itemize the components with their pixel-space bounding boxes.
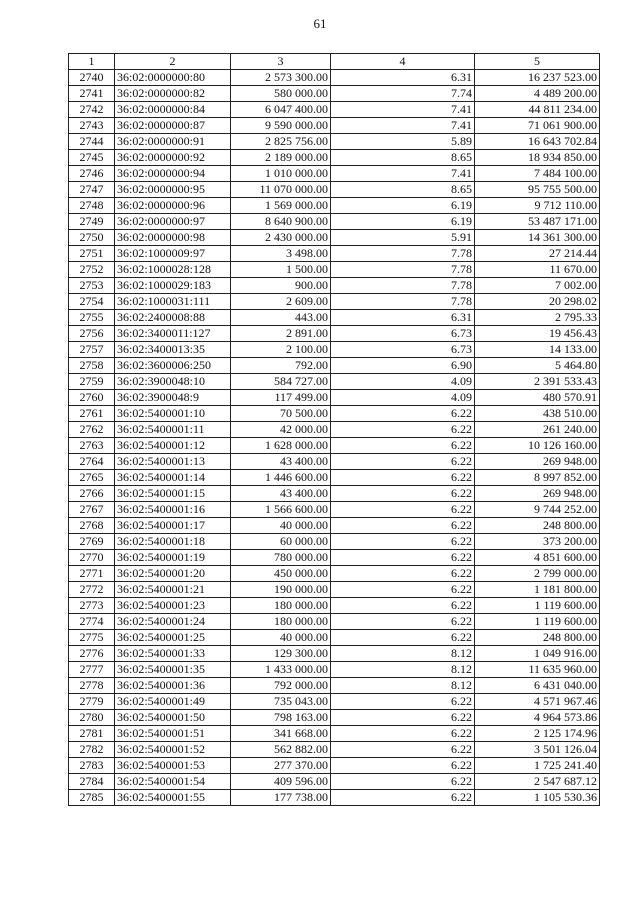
rate-cell: 6.31	[331, 310, 475, 326]
table-row	[69, 134, 600, 150]
cadastral-number-cell: 36:02:5400001:23	[115, 598, 231, 614]
table-row	[69, 406, 600, 422]
rate-cell: 6.22	[331, 774, 475, 790]
area-cell: 792 000.00	[231, 678, 331, 694]
value-cell: 27 214.44	[475, 246, 600, 262]
row-number-cell: 2760	[69, 390, 115, 406]
rate-cell: 6.22	[331, 470, 475, 486]
row-number-cell: 2757	[69, 342, 115, 358]
table-row	[69, 726, 600, 742]
rate-cell: 6.73	[331, 342, 475, 358]
area-cell: 40 000.00	[231, 518, 331, 534]
row-number-cell: 2754	[69, 294, 115, 310]
table-row	[69, 454, 600, 470]
table-row	[69, 758, 600, 774]
area-cell: 40 000.00	[231, 630, 331, 646]
rate-cell: 6.22	[331, 710, 475, 726]
value-cell: 2 795.33	[475, 310, 600, 326]
row-number-cell: 2769	[69, 534, 115, 550]
cadastral-number-cell: 36:02:5400001:16	[115, 502, 231, 518]
rate-cell: 7.41	[331, 166, 475, 182]
area-cell: 792.00	[231, 358, 331, 374]
value-cell: 248 800.00	[475, 630, 600, 646]
rate-cell: 7.41	[331, 102, 475, 118]
rate-cell: 6.22	[331, 630, 475, 646]
area-cell: 1 628 000.00	[231, 438, 331, 454]
row-number-cell: 2749	[69, 214, 115, 230]
cadastral-number-cell: 36:02:1000028:128	[115, 262, 231, 278]
cadastral-number-cell: 36:02:5400001:52	[115, 742, 231, 758]
cadastral-number-cell: 36:02:5400001:19	[115, 550, 231, 566]
value-cell: 248 800.00	[475, 518, 600, 534]
area-cell: 60 000.00	[231, 534, 331, 550]
cadastral-number-cell: 36:02:5400001:10	[115, 406, 231, 422]
table-row	[69, 102, 600, 118]
row-number-cell: 2761	[69, 406, 115, 422]
cadastral-number-cell: 36:02:1000031:111	[115, 294, 231, 310]
rate-cell: 6.22	[331, 438, 475, 454]
rate-cell: 6.22	[331, 582, 475, 598]
cadastral-number-cell: 36:02:5400001:11	[115, 422, 231, 438]
value-cell: 14 361 300.00	[475, 230, 600, 246]
row-number-cell: 2770	[69, 550, 115, 566]
row-number-cell: 2747	[69, 182, 115, 198]
table-row	[69, 246, 600, 262]
cadastral-number-cell: 36:02:5400001:55	[115, 790, 231, 806]
cadastral-number-cell: 36:02:5400001:49	[115, 694, 231, 710]
row-number-cell: 2764	[69, 454, 115, 470]
rate-cell: 6.22	[331, 758, 475, 774]
table-row	[69, 630, 600, 646]
rate-cell: 6.22	[331, 790, 475, 806]
rate-cell: 4.09	[331, 390, 475, 406]
table-row	[69, 342, 600, 358]
cadastral-number-cell: 36:02:0000000:82	[115, 86, 231, 102]
area-cell: 2 100.00	[231, 342, 331, 358]
value-cell: 18 934 850.00	[475, 150, 600, 166]
table-row	[69, 278, 600, 294]
rate-cell: 6.22	[331, 422, 475, 438]
table-row	[69, 534, 600, 550]
cadastral-number-cell: 36:02:5400001:15	[115, 486, 231, 502]
page-number: 61	[313, 16, 327, 31]
rate-cell: 7.41	[331, 118, 475, 134]
rate-cell: 5.89	[331, 134, 475, 150]
value-cell: 480 570.91	[475, 390, 600, 406]
rate-cell: 6.22	[331, 534, 475, 550]
table-row	[69, 582, 600, 598]
table-row	[69, 358, 600, 374]
row-number-cell: 2740	[69, 70, 115, 86]
area-cell: 584 727.00	[231, 374, 331, 390]
row-number-cell: 2784	[69, 774, 115, 790]
row-number-cell: 2759	[69, 374, 115, 390]
value-cell: 1 119 600.00	[475, 614, 600, 630]
area-cell: 8 640 900.00	[231, 214, 331, 230]
table-row	[69, 614, 600, 630]
rate-cell: 6.22	[331, 550, 475, 566]
rate-cell: 6.22	[331, 454, 475, 470]
rate-cell: 7.78	[331, 278, 475, 294]
rate-cell: 8.12	[331, 662, 475, 678]
rate-cell: 6.22	[331, 518, 475, 534]
cadastral-number-cell: 36:02:0000000:91	[115, 134, 231, 150]
table-row	[69, 86, 600, 102]
value-cell: 269 948.00	[475, 486, 600, 502]
table-row	[69, 438, 600, 454]
area-cell: 180 000.00	[231, 614, 331, 630]
row-number-cell: 2762	[69, 422, 115, 438]
area-cell: 409 596.00	[231, 774, 331, 790]
row-number-cell: 2773	[69, 598, 115, 614]
row-number-cell: 2752	[69, 262, 115, 278]
header-row	[69, 54, 600, 70]
table-row	[69, 678, 600, 694]
area-cell: 2 609.00	[231, 294, 331, 310]
rate-cell: 6.22	[331, 566, 475, 582]
cadastral-number-cell: 36:02:3900048:10	[115, 374, 231, 390]
cadastral-number-cell: 36:02:2400008:88	[115, 310, 231, 326]
row-number-cell: 2756	[69, 326, 115, 342]
row-number-cell: 2743	[69, 118, 115, 134]
row-number-cell: 2745	[69, 150, 115, 166]
table-row	[69, 326, 600, 342]
cadastral-number-cell: 36:02:0000000:97	[115, 214, 231, 230]
row-number-cell: 2763	[69, 438, 115, 454]
area-cell: 277 370.00	[231, 758, 331, 774]
rate-cell: 6.22	[331, 742, 475, 758]
row-number-cell: 2782	[69, 742, 115, 758]
rate-cell: 8.12	[331, 678, 475, 694]
table-row	[69, 390, 600, 406]
data-table	[68, 53, 600, 806]
column-header-4: 4	[331, 54, 475, 70]
row-number-cell: 2781	[69, 726, 115, 742]
cadastral-number-cell: 36:02:0000000:87	[115, 118, 231, 134]
rate-cell: 8.65	[331, 182, 475, 198]
value-cell: 8 997 852.00	[475, 470, 600, 486]
column-header-2: 2	[115, 54, 231, 70]
value-cell: 2 547 687.12	[475, 774, 600, 790]
table-row	[69, 374, 600, 390]
rate-cell: 6.22	[331, 726, 475, 742]
rate-cell: 6.22	[331, 406, 475, 422]
value-cell: 1 049 916.00	[475, 646, 600, 662]
table-row	[69, 646, 600, 662]
cadastral-number-cell: 36:02:5400001:36	[115, 678, 231, 694]
cadastral-number-cell: 36:02:5400001:25	[115, 630, 231, 646]
cadastral-number-cell: 36:02:5400001:24	[115, 614, 231, 630]
row-number-cell: 2758	[69, 358, 115, 374]
cadastral-number-cell: 36:02:5400001:21	[115, 582, 231, 598]
area-cell: 1 566 600.00	[231, 502, 331, 518]
value-cell: 11 635 960.00	[475, 662, 600, 678]
area-cell: 117 499.00	[231, 390, 331, 406]
column-header-1: 1	[69, 54, 115, 70]
row-number-cell: 2785	[69, 790, 115, 806]
table-row	[69, 742, 600, 758]
cadastral-number-cell: 36:02:5400001:54	[115, 774, 231, 790]
table-row	[69, 502, 600, 518]
row-number-cell: 2766	[69, 486, 115, 502]
value-cell: 2 125 174.96	[475, 726, 600, 742]
area-cell: 42 000.00	[231, 422, 331, 438]
value-cell: 261 240.00	[475, 422, 600, 438]
value-cell: 4 851 600.00	[475, 550, 600, 566]
value-cell: 53 487 171.00	[475, 214, 600, 230]
value-cell: 10 126 160.00	[475, 438, 600, 454]
table-row	[69, 150, 600, 166]
value-cell: 6 431 040.00	[475, 678, 600, 694]
rate-cell: 7.78	[331, 294, 475, 310]
table-row	[69, 774, 600, 790]
row-number-cell: 2750	[69, 230, 115, 246]
cadastral-number-cell: 36:02:0000000:96	[115, 198, 231, 214]
area-cell: 70 500.00	[231, 406, 331, 422]
area-cell: 900.00	[231, 278, 331, 294]
value-cell: 2 391 533.43	[475, 374, 600, 390]
row-number-cell: 2780	[69, 710, 115, 726]
rate-cell: 6.22	[331, 614, 475, 630]
row-number-cell: 2771	[69, 566, 115, 582]
area-cell: 2 825 756.00	[231, 134, 331, 150]
area-cell: 798 163.00	[231, 710, 331, 726]
area-cell: 1 433 000.00	[231, 662, 331, 678]
rate-cell: 6.19	[331, 214, 475, 230]
area-cell: 443.00	[231, 310, 331, 326]
table-row	[69, 262, 600, 278]
value-cell: 438 510.00	[475, 406, 600, 422]
area-cell: 780 000.00	[231, 550, 331, 566]
rate-cell: 7.78	[331, 246, 475, 262]
row-number-cell: 2775	[69, 630, 115, 646]
table-row	[69, 214, 600, 230]
value-cell: 7 484 100.00	[475, 166, 600, 182]
value-cell: 16 237 523.00	[475, 70, 600, 86]
row-number-cell: 2753	[69, 278, 115, 294]
row-number-cell: 2776	[69, 646, 115, 662]
cadastral-number-cell: 36:02:1000029:183	[115, 278, 231, 294]
row-number-cell: 2772	[69, 582, 115, 598]
value-cell: 14 133.00	[475, 342, 600, 358]
value-cell: 9 712 110.00	[475, 198, 600, 214]
area-cell: 562 882.00	[231, 742, 331, 758]
area-cell: 2 430 000.00	[231, 230, 331, 246]
value-cell: 373 200.00	[475, 534, 600, 550]
area-cell: 1 500.00	[231, 262, 331, 278]
cadastral-number-cell: 36:02:0000000:94	[115, 166, 231, 182]
rate-cell: 4.09	[331, 374, 475, 390]
value-cell: 1 725 241.40	[475, 758, 600, 774]
column-header-5: 5	[475, 54, 600, 70]
cadastral-number-cell: 36:02:0000000:95	[115, 182, 231, 198]
area-cell: 9 590 000.00	[231, 118, 331, 134]
area-cell: 190 000.00	[231, 582, 331, 598]
table-row	[69, 710, 600, 726]
cadastral-number-cell: 36:02:5400001:14	[115, 470, 231, 486]
value-cell: 2 799 000.00	[475, 566, 600, 582]
area-cell: 2 891.00	[231, 326, 331, 342]
area-cell: 1 010 000.00	[231, 166, 331, 182]
cadastral-number-cell: 36:02:1000009:97	[115, 246, 231, 262]
area-cell: 341 668.00	[231, 726, 331, 742]
value-cell: 1 119 600.00	[475, 598, 600, 614]
value-cell: 5 464.80	[475, 358, 600, 374]
value-cell: 4 964 573.86	[475, 710, 600, 726]
cadastral-number-cell: 36:02:3600006:250	[115, 358, 231, 374]
cadastral-number-cell: 36:02:5400001:17	[115, 518, 231, 534]
area-cell: 43 400.00	[231, 454, 331, 470]
row-number-cell: 2742	[69, 102, 115, 118]
value-cell: 44 811 234.00	[475, 102, 600, 118]
value-cell: 19 456.43	[475, 326, 600, 342]
table-row	[69, 470, 600, 486]
value-cell: 20 298.02	[475, 294, 600, 310]
rate-cell: 7.78	[331, 262, 475, 278]
table-row	[69, 566, 600, 582]
table-row	[69, 550, 600, 566]
value-cell: 71 061 900.00	[475, 118, 600, 134]
cadastral-number-cell: 36:02:5400001:53	[115, 758, 231, 774]
row-number-cell: 2779	[69, 694, 115, 710]
table-row	[69, 230, 600, 246]
value-cell: 3 501 126.04	[475, 742, 600, 758]
rate-cell: 6.90	[331, 358, 475, 374]
area-cell: 6 047 400.00	[231, 102, 331, 118]
cadastral-number-cell: 36:02:0000000:98	[115, 230, 231, 246]
area-cell: 2 189 000.00	[231, 150, 331, 166]
row-number-cell: 2746	[69, 166, 115, 182]
rate-cell: 6.22	[331, 598, 475, 614]
cadastral-number-cell: 36:02:5400001:50	[115, 710, 231, 726]
cadastral-number-cell: 36:02:5400001:12	[115, 438, 231, 454]
row-number-cell: 2778	[69, 678, 115, 694]
table-row	[69, 662, 600, 678]
rate-cell: 8.65	[331, 150, 475, 166]
area-cell: 180 000.00	[231, 598, 331, 614]
rate-cell: 6.73	[331, 326, 475, 342]
table-row	[69, 486, 600, 502]
table-row	[69, 166, 600, 182]
table-row	[69, 518, 600, 534]
table-row	[69, 422, 600, 438]
table-row	[69, 310, 600, 326]
table-row	[69, 198, 600, 214]
cadastral-number-cell: 36:02:5400001:33	[115, 646, 231, 662]
cadastral-number-cell: 36:02:5400001:51	[115, 726, 231, 742]
table-row	[69, 790, 600, 806]
cadastral-number-cell: 36:02:0000000:92	[115, 150, 231, 166]
rate-cell: 5.91	[331, 230, 475, 246]
area-cell: 2 573 300.00	[231, 70, 331, 86]
row-number-cell: 2755	[69, 310, 115, 326]
table-body	[69, 70, 600, 806]
row-number-cell: 2744	[69, 134, 115, 150]
value-cell: 9 744 252.00	[475, 502, 600, 518]
rate-cell: 8.12	[331, 646, 475, 662]
row-number-cell: 2777	[69, 662, 115, 678]
area-cell: 1 569 000.00	[231, 198, 331, 214]
area-cell: 3 498.00	[231, 246, 331, 262]
value-cell: 7 002.00	[475, 278, 600, 294]
cadastral-number-cell: 36:02:5400001:18	[115, 534, 231, 550]
table-row	[69, 118, 600, 134]
rate-cell: 6.22	[331, 486, 475, 502]
area-cell: 735 043.00	[231, 694, 331, 710]
value-cell: 1 181 800.00	[475, 582, 600, 598]
row-number-cell: 2768	[69, 518, 115, 534]
area-cell: 1 446 600.00	[231, 470, 331, 486]
row-number-cell: 2774	[69, 614, 115, 630]
table-row	[69, 70, 600, 86]
cadastral-number-cell: 36:02:3900048:9	[115, 390, 231, 406]
value-cell: 1 105 530.36	[475, 790, 600, 806]
rate-cell: 6.19	[331, 198, 475, 214]
row-number-cell: 2751	[69, 246, 115, 262]
cadastral-number-cell: 36:02:5400001:35	[115, 662, 231, 678]
value-cell: 269 948.00	[475, 454, 600, 470]
cadastral-number-cell: 36:02:0000000:80	[115, 70, 231, 86]
table-row	[69, 294, 600, 310]
area-cell: 43 400.00	[231, 486, 331, 502]
table-row	[69, 598, 600, 614]
area-cell: 580 000.00	[231, 86, 331, 102]
row-number-cell: 2765	[69, 470, 115, 486]
value-cell: 4 489 200.00	[475, 86, 600, 102]
row-number-cell: 2783	[69, 758, 115, 774]
column-header-3: 3	[231, 54, 331, 70]
cadastral-number-cell: 36:02:5400001:13	[115, 454, 231, 470]
area-cell: 450 000.00	[231, 566, 331, 582]
row-number-cell: 2741	[69, 86, 115, 102]
cadastral-number-cell: 36:02:3400013:35	[115, 342, 231, 358]
value-cell: 11 670.00	[475, 262, 600, 278]
cadastral-number-cell: 36:02:3400011:127	[115, 326, 231, 342]
table-row	[69, 182, 600, 198]
cadastral-number-cell: 36:02:5400001:20	[115, 566, 231, 582]
value-cell: 4 571 967.46	[475, 694, 600, 710]
value-cell: 16 643 702.84	[475, 134, 600, 150]
table-row	[69, 694, 600, 710]
rate-cell: 7.74	[331, 86, 475, 102]
cadastral-number-cell: 36:02:0000000:84	[115, 102, 231, 118]
rate-cell: 6.22	[331, 502, 475, 518]
area-cell: 177 738.00	[231, 790, 331, 806]
rate-cell: 6.31	[331, 70, 475, 86]
rate-cell: 6.22	[331, 694, 475, 710]
row-number-cell: 2767	[69, 502, 115, 518]
row-number-cell: 2748	[69, 198, 115, 214]
table-header	[69, 54, 600, 70]
area-cell: 129 300.00	[231, 646, 331, 662]
area-cell: 11 070 000.00	[231, 182, 331, 198]
value-cell: 95 755 500.00	[475, 182, 600, 198]
